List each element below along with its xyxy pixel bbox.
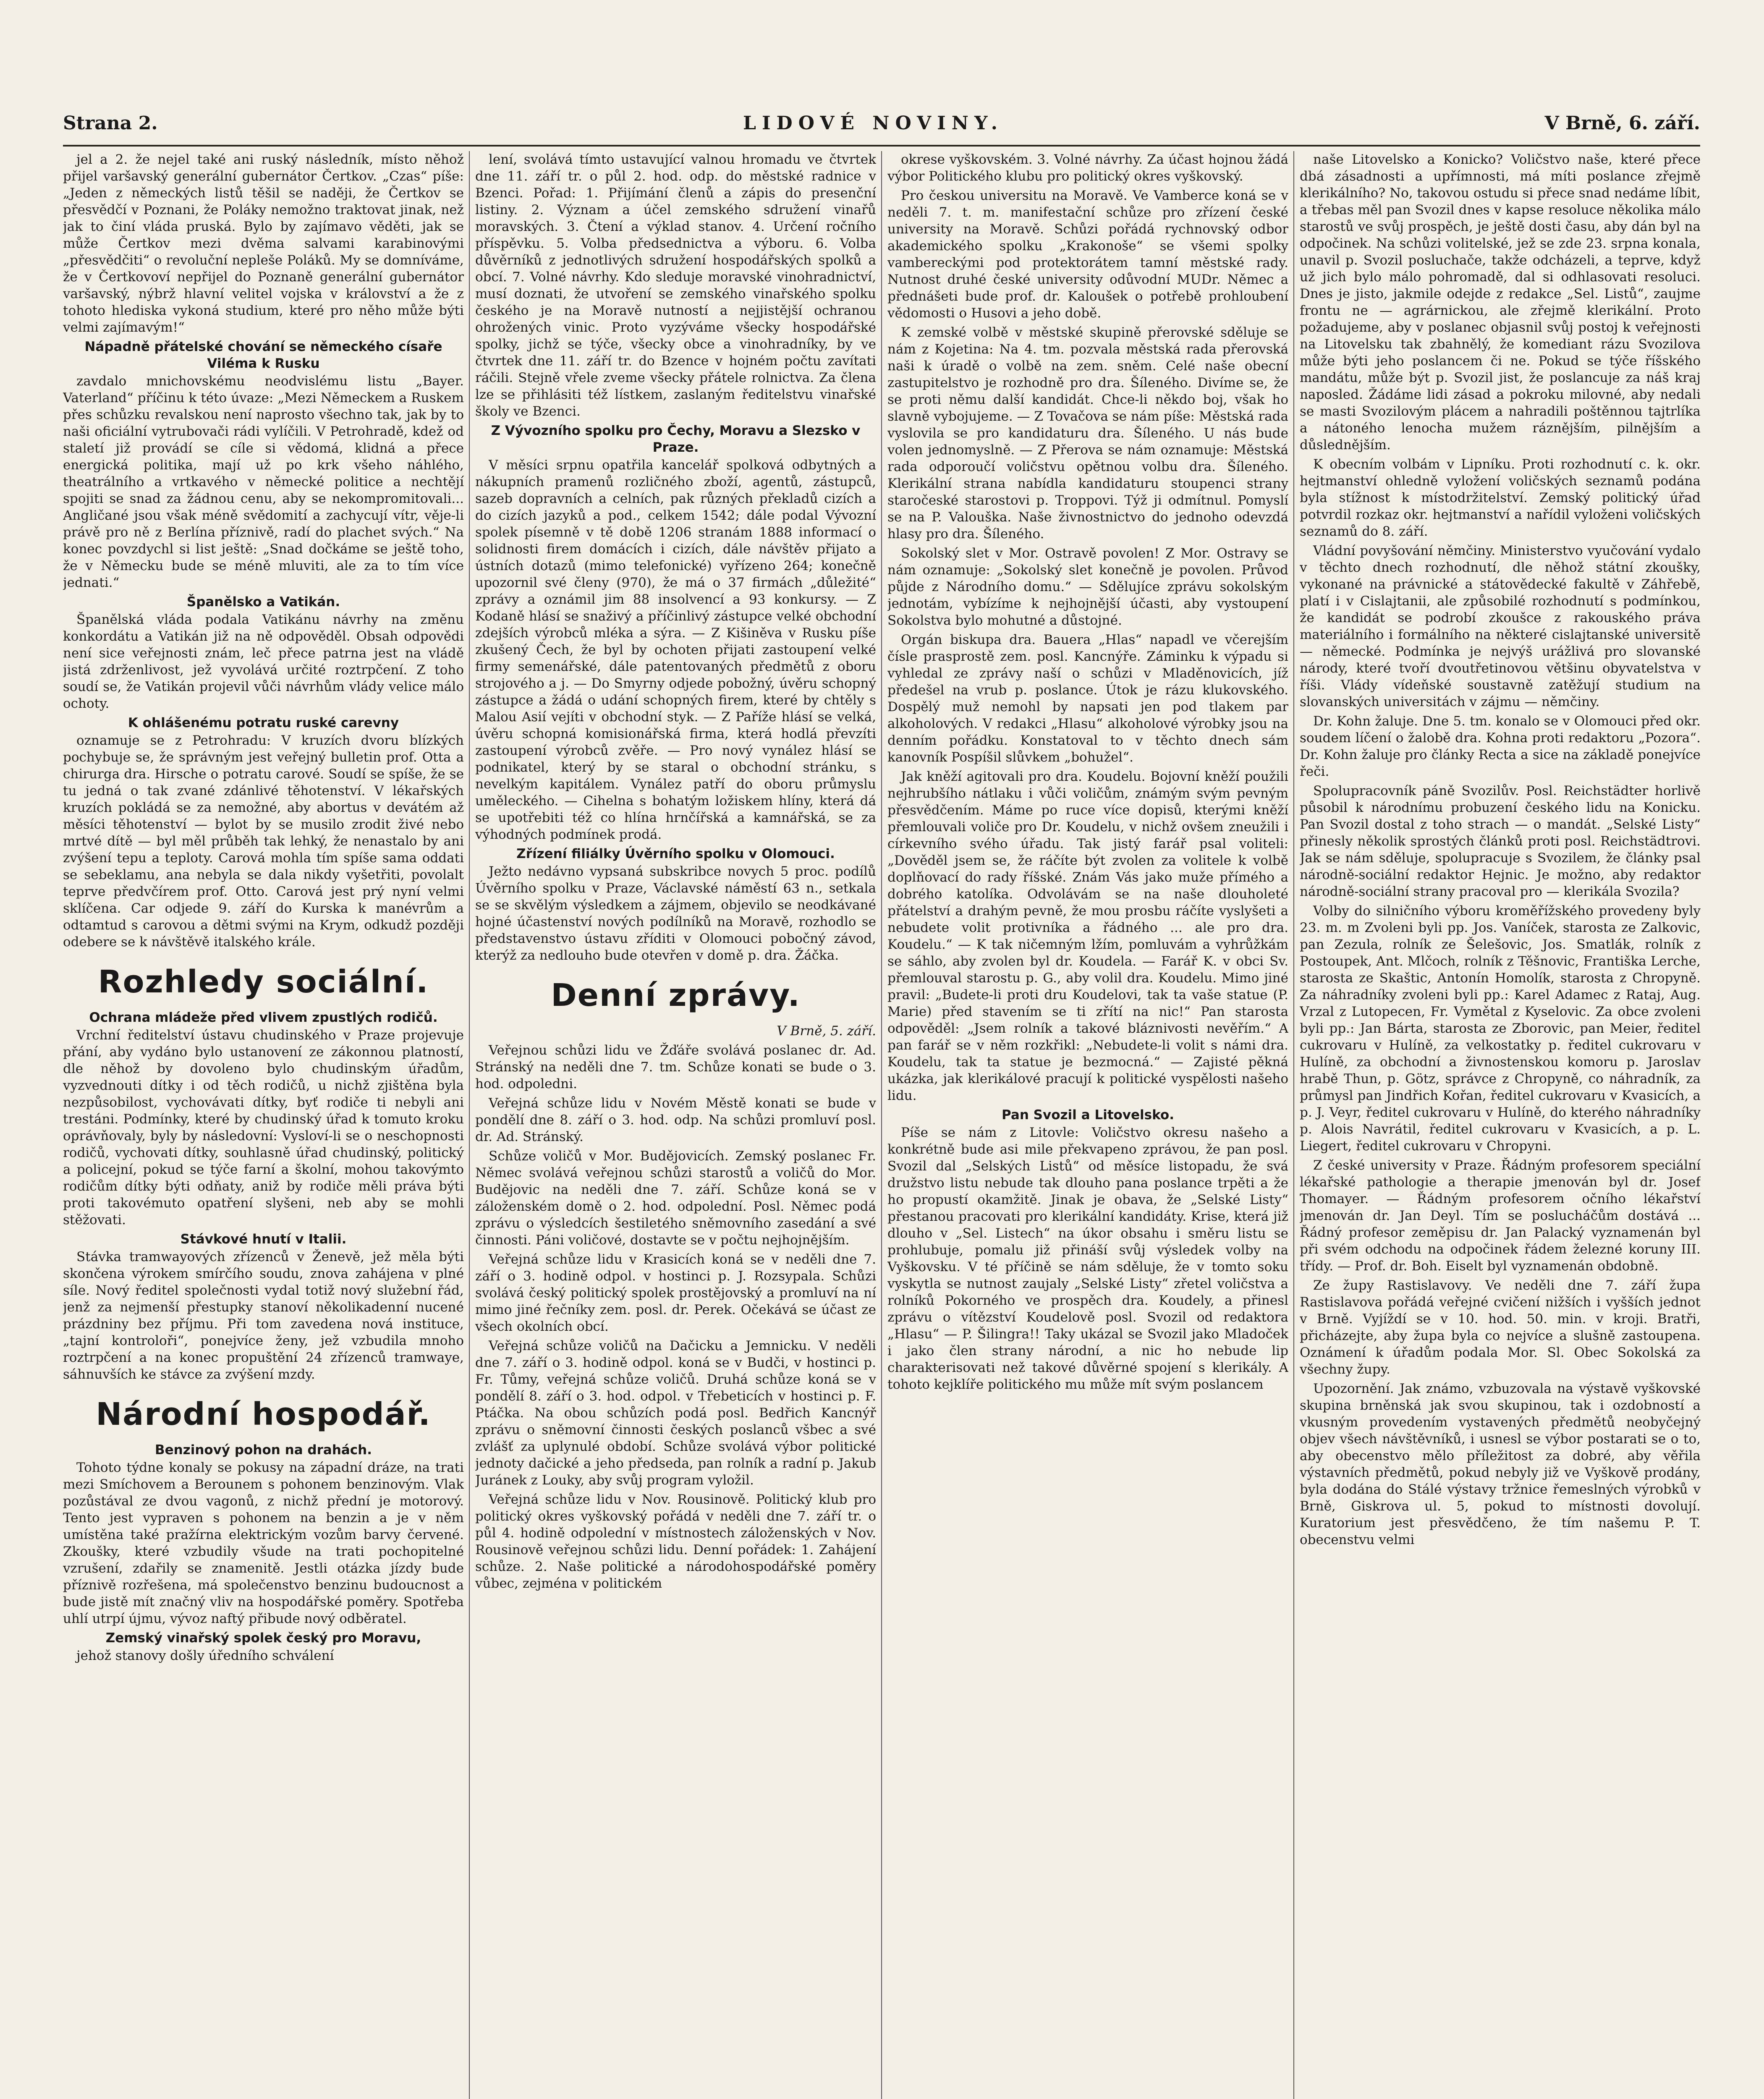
article-columns: [63, 151, 1700, 2099]
column-1: [63, 151, 464, 2099]
column-divider: [881, 151, 882, 2099]
article-text: Sokolský slet v Mor. Ostravě povolen! Z Mor. Ostravy se nám oznamuje: „Sokolský slet konečně je povolen. Průvod půjde z Národního domu.“ — Sdělujíce zprávu sokolským jednotám, vybízíme k nejhojnější účasti, aby vystoupení Sokolstva bylo mohutné a důstojné.: [887, 546, 1288, 628]
article-heading: Nápadně přátelské chování se německého císaře Viléma k Rusku: [84, 339, 442, 371]
dateline: V Brně, 5. září.: [777, 1023, 876, 1039]
article-text: Upozornění. Jak známo, vzbuzovala na výstavě vyškovské skupina brněnská jak svou skupinou, tak i ozdobností a vkusným provedením vystavených předmětů neobyčejný objev všech návštěvníků, i usnesl se výbor postarati se o to, aby obecenstvo mělo příležitost za dobré, aby věřila výstavních předmětů, pokud nebyly již ve Vyškově prodány, byla dodána do Stálé výstavy tržnice řemeslných výrobků v Brně, Giskrova ul. 5, pokud to místnosti dovolují. Kuratorium jest přesvědčeno, že tím našemu P. T. obecenstvu velmi: [1300, 1381, 1701, 1547]
page-number: Strana 2.: [63, 113, 158, 134]
page-header: [63, 113, 1700, 142]
article-text: lení, svolává tímto ustavující valnou hromadu ve čtvrtek dne 11. září tr. o půl 2. hod. odp. do městské radnice v Bzenci. Pořad: 1. Přijímání členů a zápis do presenční listiny. 2. Význam a účel zemského sdružení vinařů moravských. 3. Čtení a výklad stanov. 4. Určení ročního příspěvku. 5. Volba předsednictva a výboru. 6. Volba důvěrníků z jednotlivých sdružení hospodářských spolků a obcí. 7. Volné návrhy. Kdo sleduje moravské vinohradnictví, musí doznati, že utvoření se zemského vinařského spolku českého je na Moravě nutností a nejjistější ochranou ohrožených vinic. Proto vyzýváme všecky hospodářské spolky, jichž se týče, všecky obce a vinohradníky, by ve čtvrtek dne 11. září tr. do Bzence v hojném počtu zavítati ráčili. Stejně vřele zveme všecky přátele rolnictva. Za člena lze se přihlásiti též lístkem, zaslaným ředitelstvu vinařské školy ve Bzenci.: [475, 152, 876, 419]
article-text: jel a 2. že nejel také ani ruský následník, místo něhož přijel varšavský generální gubernátor Čertkov. „Czas“ píše: „Jeden z německých listů těšil se naději, že Čertkov se přesvědčí v Poznani, že Poláky nemožno traktovat jinak, než jak to činí vláda pruská. Bylo by zajímavo věděti, jak se může Čertkov mezi dvěma salvami karabinovými „přesvědčiti“ o revoluční nepleše Poláků. My se domníváme, že v Čertkovoví nepřijel do Poznaně generální gubernátor varšavský, nýbrž hlavní velitel vojska v království a že z tohoto hlediska vykoná studium, které pro něho může býti velmi zajímavým!“: [63, 152, 464, 335]
article-text: Vrchní ředitelství ústavu chudinského v Praze projevuje přání, aby vydáno bylo ustanovení ze zákonnou platností, dle něhož by dovoleno bylo chudinským úřadům, vyzvednouti dítky i od těch rodičů, u nichž zjištěna byla nezpůsobilost, vychovávati dítky, byť rodiče ti nebyli ani trestáni. Podmínky, které by chudinský úřad k tomuto kroku oprávňovaly, byly by následovní: Vysloví-li se o neschopnosti rodičů, vychovati dítky, souhlasně úřad chudinský, politický a policejní, pokud se týče farní a školní, mohou takovýmto rodičům dítky býti odňaty, aniž by rodiče měli práva býti proti takovémuto opatření slyšeni, neb aby se mohli stěžovati.: [63, 1028, 464, 1227]
article-text: V měsíci srpnu opatřila kancelář spolková odbytných a nákupních pramenů rozličného zboží, agentů, zástupců, sazeb dopravních a celních, pak různých překladů cizích a do cizích jazyků a pod., celkem 1542; dále podal Vývozní spolek písemně v tě době 1206 stranám 1888 informací o solidnosti firem domácích i cizích, dále návštěv přijato a ústních dotazů (mimo telefonické) vyřízeno 264; konečně upozornil své členy (970), že má o 37 firmách „důležité“ zprávy a oznámil jim 88 insolvencí a 93 konkursy. — Z Kodaně hlásí se snaživý a příčinlivý zástupce velké obchodní zdejších výrobců mléka a sýra. — Z Kišiněva v Rusku píše zkušený Čech, že byl by ochoten přijati zastoupení velké firmy semenářské, dále patentovaných předmětů z oboru strojového a j. — Do Smyrny odjede pobožný, úvěru schopný zástupce a žádá o udání schopných firem, které by chtěly s Malou Asií vejíti v obchodní styk. — Z Paříže hlásí se velká, úvěru schopná komisionářská firma, která hodlá převzíti zastoupení výrobců zvěře. — Pro nový vynález hlásí se podnikatel, který by se staral o obchodní stránku, s nevelkým kapitálem. Vynález patří do oboru průmyslu uměleckého. — Cihelna s bohatým ložiskem hlíny, která dá se upotřebiti též co hlína hrnčířská a kamnářská, se za výhodných podmínek prodá.: [475, 458, 876, 842]
article-heading: Z Vývozního spolku pro Čechy, Moravu a Slezsko v Praze.: [491, 423, 861, 455]
issue-date: V Brně, 6. září.: [1544, 113, 1700, 134]
newspaper-title: LIDOVÉ NOVINY.: [743, 113, 1003, 134]
article-heading: Španělsko a Vatikán.: [186, 594, 340, 610]
article-text: Spolupracovník páně Svozilův. Posl. Reichstädter horlivě působil k národnímu probuzení českého lidu na Konicku. Pan Svozil dostal z toho strach — o mandát. „Selské Listy“ přinesly několik sprostých článků proti posl. Reichstädtrovi. Jak se nám sděluje, spolupracuje s Svozilem, že články psal národně-sociální redaktor Hejnic. Je možno, aby redaktor národně-sociální strany pracoval pro — klerikála Svozila?: [1300, 783, 1701, 899]
header-rule: [63, 145, 1700, 147]
article-text: Z české university v Praze. Řádným profesorem speciální lékařské pathologie a therapie jmenován byl dr. Josef Thomayer. — Řádným profesorem očního lékařství jmenován dr. Jan Deyl. Tím se poslucháčům dostává ... Řádný profesor zeměpisu dr. Jan Palacký vyznamenán byl při svém odchodu na odpočinek řádem železné koruny III. třídy. — Prof. dr. Boh. Eiselt byl vyznamenán obdobně.: [1300, 1158, 1701, 1274]
article-heading: Benzinový pohon na drahách.: [154, 1442, 372, 1458]
article-heading: Ochrana mládeže před vlivem zpustlých rodičů.: [89, 1010, 438, 1025]
article-heading: Zemský vinařský spolek český pro Moravu,: [105, 1631, 421, 1646]
article-text: Veřejná schůze lidu v Novém Městě konati se bude v pondělí dne 8. září o 3. hod. odp. Na schůzi promluví posl. dr. Ad. Stránský.: [475, 1096, 876, 1144]
column-3: [887, 151, 1288, 2099]
article-text: Orgán biskupa dra. Bauera „Hlas“ napadl ve včerejším čísle prasprostě zem. posl. Kancnýře. Záminku k výpadu si vyhledal ze zprávy naší o schůzi v Mladěnovicích, jíž předešel na vrub p. poslance. Útok je rázu klukovského. Dospělý muž nemohl by napsati jen pod tlakem par alkoholových. V redakci „Hlasu“ alkoholové výrobky jsou na denním pořádku. Konstatoval to v těchto dnech sám kanovník Pospíšil slůvkem „bohužel“.: [887, 632, 1288, 765]
column-divider: [1293, 151, 1294, 2099]
article-text: Schůze voličů v Mor. Budějovicích. Zemský poslanec Fr. Němec svolává veřejnou schůzi starostů a voličů do Mor. Budějovic na neděli dne 7. září. Schůze koná se v záloženském domě o 2. hod. odpolední. Posl. Němec podá zprávu o výsledcích šestiletého sněmovního zasedání a své činnosti. Páni voličové, dostavte se v počtu nejhojnějším.: [475, 1149, 876, 1248]
article-text: okrese vyškovském. 3. Volné návrhy. Za účast hojnou žádá výbor Politického klubu pro politický okres vyškovský.: [887, 152, 1288, 184]
article-text: Veřejná schůze lidu v Krasicích koná se v neděli dne 7. září o 3. hodině odpol. v hostinci p. J. Rozsypala. Schůzi svolává český politický spolek prostějovský a promluví na ní mimo jiné řečníky zem. posl. dr. Perek. Očekává se účast ze všech okolních obcí.: [475, 1252, 876, 1334]
article-heading: Stávkové hnutí v Italii.: [180, 1232, 347, 1247]
article-text: Volby do silničního výboru kroměřížského provedeny byly 23. m. m Zvoleni byli pp. Jos. Vaníček, starosta ze Zalkovic, pan Zezula, rolník ze Šelešovic, Jos. Smatlák, rolník z Postoupek, Ant. Mlčoch, rolník z Těšnovic, Františka Lerche, starosta ze Skaštic, Antonín Homolík, starosta z Chropyně. Za náhradníky zvoleni byli pp.: Karel Adamec z Rataj, Aug. Vrzal z Lutopecen, Fr. Vymětal z Kyselovic. Za obce zvoleni byli pp.: Jan Bárta, starosta ze Zborovic, pan Meier, ředitel cukrovaru v Hulíně, za velkostatky p. ředitel cukrovaru v Hulíně, za obchodní a živnostenskou komoru p. Jaroslav hrabě Thun, p. Götz, správce z Chropyně, co náhradník, za průmysl pan Jindřich Kořan, ředitel cukrovaru v Kvasicích, a p. J. Veyr, ředitel cukrovaru v Hulíně, do kterého náhradníky p. Alois Navrátil, ředitel cukrovaru v Kvasicích, a p. L. Liegert, ředitel cukrovaru v Chropyni.: [1300, 903, 1701, 1154]
article-heading: Pan Svozil a Litovelsko.: [1002, 1107, 1174, 1123]
article-text: Tohoto týdne konaly se pokusy na západní dráze, na trati mezi Smíchovem a Berounem s pohonem benzinovým. Vlak pozůstával ze dvou vagonů, z nichž přední je motorový. Tento jest vypraven s pohonem na benzin a je v něm umístěna také pražírna elektrickým vozům barvy červené. Zkoušky, které vzbudily všude na trati pochopitelné vzrušení, zdařily se znamenitě. Jestli otázka jízdy bude příznivě rozřešena, má společenstvo benzinu budoucnost a bude jistě mít značný vliv na hospodářské poměry. Spotřeba uhlí utrpí újmu, vývoz naftý přibude nový odběratel.: [63, 1460, 464, 1626]
section-title: Denní zprávy.: [551, 977, 801, 1013]
article-text: K obecním volbám v Lipníku. Proti rozhodnutí c. k. okr. hejtmanství ohledně vyložení voličských seznamů podána byla stížnost k místodržitelství. Zemský politický úřad potvrdil rozkaz okr. hejtmanství a nařídil vyloženi voličských seznamů do 8. září.: [1300, 457, 1701, 539]
article-text: oznamuje se z Petrohradu: V kruzích dvoru blízkých pochybuje se, že správným jest veřejný bulletin prof. Otta a chirurga dra. Hirsche o potratu carové. Soudí se spíše, že se tu jedná o tak zvané zdánlivé těhotenství. V lékařských kruzích pokládá se za nemožné, aby abortus v devátém až měsíci těhotenství — bylot by se musilo zrodit živé nebo mrtvé dítě — byl měl průběh tak lehký, že nenastalo by ani zvýšení tepu a teploty. Carová mohla tím spíše sama oddati se sebeklamu, ana nebyla se dala nikdy vyšetřiti, povolalt teprve předvčírem prof. Otto. Carová jest prý nyní velmi sklíčena. Car odjede 9. září do Kurska k manévrům a odtamtud s carovou a dětmi svými na Krym, odkudž později odebere se k návštěvě italského krále.: [63, 733, 464, 950]
article-text: Píše se nám z Litovle: Voličstvo okresu našeho a konkrétně bude asi mile překvapeno zprávou, že pan posl. Svozil dal „Selských Listů“ od měsíce listopadu, že svá družstvo listu nebude tak dlouho pana poslance trpěti a že ho propustí okamžitě. Jinak je obava, že „Selské Listy“ přestanou pracovati pro klerikální kandidáty. Krise, která již dlouho v „Sel. Listech“ na úkor obsahu i směru listu se prohlubuje, pomalu již přináší svůj výsledek volby na Vyškovsku. V té příčině se nám sděluje, že v tomto soku vyskytla se nutnost zaujaly „Selské Listy“ zřetel voličstva a rolníků Pokorného ve prospěch dra. Koudely, a přinesl zprávu o vítězství Koudelově posl. Svozil od redaktora „Hlasu“ — P. Šilingra!! Taky ukázal se Svozil jako Mladoček i jako člen strany národní, a nic ho nebude lip charakterisovati než takové důvěrné spojení s klerikály. A tohoto kejklíře politického mu může mít svým poslancem: [887, 1125, 1288, 1392]
article-text: K zemské volbě v městské skupině přerovské sděluje se nám z Kojetina: Na 4. tm. pozvala městská rada přerovská naši k úradě o volbě na zem. sněm. Celé naše obecní zastupitelstvo je rozhodně pro dra. Šíleného. Divíme se, že se proti němu další kandidát. Chce-li někdo boj, však ho slavně vybojujeme. — Z Tovačova se nám píše: Městská rada vyslovila se pro kandidaturu dra. Šíleného. U nás bude volen jednomyslně. — Z Přerova se nám oznamuje: Městská rada odporoučí voličstvu opětnou volbu dra. Šíleného. Klerikální strana nabídla kandidaturu stoupenci strany staročeské starostovi p. Troppovi. Týž ji odmítnul. Pomyslí se na P. Valouška. Naše živnostnictvo do jednoho odevzdá hlasy pro dra. Šíleného.: [887, 325, 1288, 542]
article-text: Veřejná schůze voličů na Dačicku a Jemnicku. V neděli dne 7. září o 3. hodině odpol. koná se v Budči, v hostinci p. Fr. Tůmy, veřejná schůze voličů. Druhá schůze koná se v pondělí 8. září o 3. hod. odpol. v Třebeticích v hostinci p. F. Ptáčka. Na obou schůzích podá posl. Bedřich Kancnýř zprávu o sněmovní činnosti českých poslanců všbec a své zvlášť za uplynulé období. Schůze svolává výbor politické jednoty dačické a jeho předseda, pan rolník a radní p. Jakub Juránek z Louky, aby svůj program vyložil.: [475, 1338, 876, 1488]
article-text: naše Litovelsko a Konicko? Voličstvo naše, které přece dbá zásadnosti a upřímnosti, má míti poslance zřejmě klerikálního? No, takovou ostudu si přece snad nedáme líbit, a třebas měl pan Svozil dnes v kapse resoluce několika málo starostů ve svůj prospěch, je ještě dosti času, aby dán byl na odpočinek. Na schůzi volitelské, jež se zde 23. srpna konala, unavil p. Svozil posluchače, takže odcházeli, a teprve, když už jich bylo málo pohromadě, dal si odhlasovati resoluci. Dnes je jisto, jakmile odejde z redakce „Sel. Listů“, zaujme frontu ne — agrárnickou, ale zřejmě klerikální. Proto požadujeme, aby v poslanec objasnil svůj postoj k veřejnosti na Litovelsku tak zbahnělý, že komediant rázu Svozilova může býti jeho poslancem či ne. Pokud se týče říšského mandátu, může být p. Svozil jist, že poslancuje za náš kraj naposled. Žádáme lidi zásad a pokroku milovné, aby nedali se masti Svozilovým plácem a nahradili poštěnnou tajtrlíka a nátoného lenocha mužem ráznějším, pilnějším a důslednějším.: [1300, 152, 1701, 453]
article-text: Veřejná schůze lidu v Nov. Rousinově. Politický klub pro politický okres vyškovský pořádá v neděli dne 7. září tr. o půl 4. hodině odpolední v místnostech záloženských v Nov. Rousinově veřejnou schůzi lidu. Denní pořádek: 1. Zahájení schůze. 2. Naše politické a národohospodářské poměry vůbec, zejména v politickém: [475, 1492, 876, 1591]
article-text: jehož stanovy došly úředního schválení: [76, 1648, 334, 1663]
article-text: Jak kněží agitovali pro dra. Koudelu. Bojovní kněží použili nejhrubšího nátlaku i vůči voličům, známým svým pevným přesvědčením. Máme po ruce více dopisů, kterými kněží přemlouvali voliče pro Dr. Koudelu, v nichž ovšem zneužili i církevního svého úřadu. Tak jistý farář psal voliteli: „Dověděl jsem se, že ráčíte být zvolen za volitele k volbě doplňovací do rady říšské. Znám Vás jako muže přímého a dobrého katolíka. Odvolávám se na naše dlouholeté přátelství a drahým pevně, že mou prosbu ráčíte vyslyšeti a nebudete volit protivníka a řádného ... ale pro dra. Koudelu.“ — K tak ničemným lžím, pomluvám a vyhrůžkám se sáhlo, aby zvolen byl dr. Koudela. — Farář K. v obci Sv. přemlouval starostu p. G., aby volil dra. Koudelu. Mimo jiné pravil: „Budete-li proti dru Koudelovi, tak ta vaše statue (P. Marie) před stavením se ti zřítí na nic!“ Pan starosta odpověděl: „Jsem rolník a takové bláznivosti nevěřím.“ A pan farář se v něm rozkřikl: „Nebudete-li volit s námi dra. Koudelu, tak ta statue je bezmocná.“ — Zajisté pěkná ukázka, jak klerikálové pracují k politické vyspělosti našeho lidu.: [887, 769, 1288, 1103]
column-4: [1300, 151, 1701, 2099]
article-text: Veřejnou schůzi lidu ve Žďáře svolává poslanec dr. Ad. Stránský na neděli dne 7. tm. Schůze konati se bude o 3. hod. odpoledni.: [475, 1043, 876, 1091]
article-text: Dr. Kohn žaluje. Dne 5. tm. konalo se v Olomouci před okr. soudem líčení o žalobě dra. Kohna proti redaktoru „Pozora“. Dr. Kohn žaluje pro články Recta a sice na základě ponejvíce řeči.: [1300, 714, 1701, 779]
article-text: zavdalo mnichovskému neodvislému listu „Bayer. Vaterland“ příčinu k této úvaze: „Mezi Německem a Ruskem přes schůzku revalskou není naprosto všechno tak, jak by to naši oficiální vytrubovači rádi vylíčili. V Petrohradě, kdež od staletí již provádí se cíle si vědomá, klidná a přece energická politika, mají už po krk všeho náhlého, theatrálního a vrtkavého v německé politice a nechtějí spojiti se snad za žádnou cenu, aby se nekompromitovali... Angličané jsou však méně svědomití a zachycují vítr, věje-li právě pro ně z Berlína příznivě, radí do plachet svých.“ Na konec povzdychl si list ještě: „Snad dočkáme se ještě toho, že v Německu bude se méně mluviti, ale za to tím více jednati.“: [63, 374, 464, 590]
article-text: Španělská vláda podala Vatikánu návrhy na změnu konkordátu a Vatikán již na ně odpověděl. Obsah odpovědi není sice veřejnosti znám, leč přece patrna jest na vládě jistá zdrženlivost, jež vyvolává určité roztrpčení. Z toho soudí se, že Vatikán projevil vůči návrhům vlády velice málo ochoty.: [63, 612, 464, 711]
column-2: [475, 151, 876, 2099]
article-text: Ze župy Rastislavovy. Ve neděli dne 7. září župa Rastislavova pořádá veřejné cvičení nižších i vyšších jednot v Brně. Vyjíždí se v 10. hod. 50. min. v kroji. Bratři, přicházejte, aby župa byla co nejvíce a slušně zastoupena. Oznámení k úřadům podala Mor. Sl. Obec Sokolská za všechny župy.: [1300, 1278, 1701, 1377]
article-text: Pro českou universitu na Moravě. Ve Vamberce koná se v neděli 7. t. m. manifestační schůze pro zřízení české university na Moravě. Schůzi pořádá rychnovský odbor akademického spolku „Krakonoše“ se všemi spolky vambereckými pod protektorátem tamní městské rady. Nutnost druhé české university odůvodní MUDr. Němec a přednášeti bude prof. dr. Kaloušek o potřebě prohloubení vědomosti o Husovi a jeho době.: [887, 188, 1288, 321]
article-text: Stávka tramwayových zřízenců v Ženevě, jež měla býti skončena výrokem smírčího soudu, znova zahájena v plné síle. Nový ředitel společnosti vydal totiž nový služební řád, jenž za nejmenší přestupky stanoví několikadenní nucené prázdniny bez příjmu. Při tom zavedena nová instituce, „tajní kontroloři“, ponejvíce ženy, jež vzbudila mnoho roztrpčení a na konec propuštění 24 zřízenců tramwaye, sáhnuvších ke stávce za zvýšení mzdy.: [63, 1249, 464, 1382]
column-divider: [469, 151, 470, 2099]
article-heading: K ohlášenému potratu ruské carevny: [128, 715, 399, 730]
article-text: Ježto nedávno vypsaná subskribce novych 5 proc. podílů Úvěrního spolku v Praze, Václavské náměstí 63 n., setkala se se skvělým výsledkem a zájmem, objevilo se neodkávané hojné účastenství nových podílníků na Moravě, rozhodlo se představenstvo ústavu zříditi v Olomouci pobočný závod, kterýž za nedlouho bude otevřen v domě p. dra. Žáčka.: [475, 864, 876, 963]
section-title: Národní hospodář.: [96, 1396, 431, 1432]
article-text: Vládní povyšování němčiny. Ministerstvo vyučování vydalo v těchto dnech rozhodnutí, dle něhož státní zkoušky, vykonané na právnické a státovědecké fakultě v Záhřebě, platí i v Cislajtanii, ale způsobilé rozhodnutí s podmínkou, že kandidát se podrobí zkoušce z rakouského práva materiálního i formálního na některé cislajtanské universitě — německé. Podmínka je nejvýš urážlivá pro slovanské národy, které tvoří dvoutřetinovou většinu obyvatelstva v říši. Vlády vídeňské soustavně zatěžují studium na slovanských universitách v zájmu — němčiny.: [1300, 543, 1701, 709]
article-heading: Zřízení filiálky Úvěrního spolku v Olomouci.: [516, 846, 835, 861]
section-title: Rozhledy sociální.: [98, 964, 429, 1000]
